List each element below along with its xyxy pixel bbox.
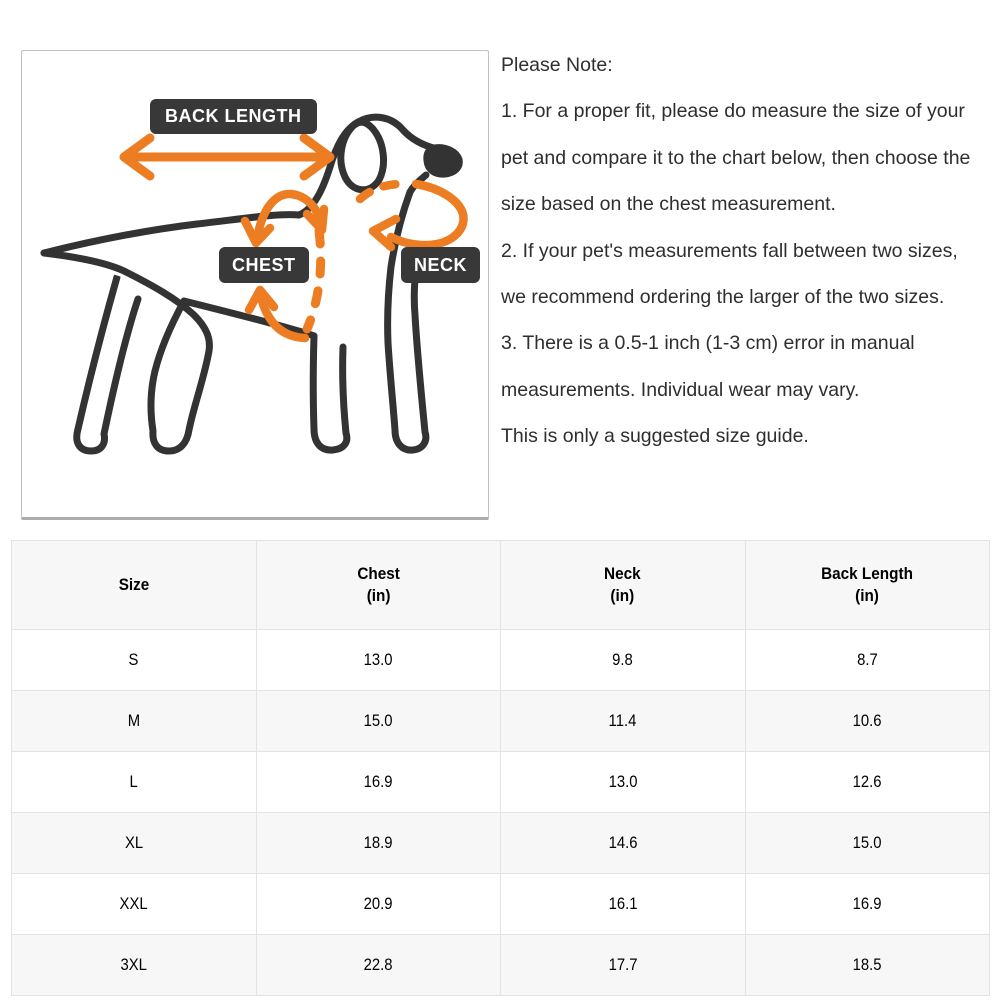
note-line: Please Note: bbox=[501, 54, 613, 76]
note-line: measurements. Individual wear may vary. bbox=[501, 378, 860, 401]
neck-cell: 17.7 bbox=[501, 935, 746, 996]
neck-cell: 16.1 bbox=[501, 874, 746, 935]
neck-cell: 13.0 bbox=[501, 752, 746, 813]
back-length-arrow bbox=[124, 138, 330, 176]
back-length-cell: 8.7 bbox=[745, 630, 990, 691]
size-cell: XXL bbox=[12, 874, 257, 935]
size-cell: 3XL bbox=[12, 935, 257, 996]
column-header-unit: (in) bbox=[855, 586, 880, 605]
neck-cell: 11.4 bbox=[501, 691, 746, 752]
dog-near-front-leg bbox=[313, 336, 347, 450]
neck-cell: 14.6 bbox=[501, 813, 746, 874]
chest-cell: 16.9 bbox=[256, 752, 501, 813]
note-line: size based on the chest measurement. bbox=[501, 193, 836, 216]
chest-cell: 18.9 bbox=[256, 813, 501, 874]
size-chart-table bbox=[11, 540, 990, 996]
table-row bbox=[12, 935, 990, 996]
note-line: 1. For a proper fit, please do measure the size of your bbox=[501, 100, 965, 123]
back-length-cell: 10.6 bbox=[745, 691, 990, 752]
note-line: This is only a suggested size guide. bbox=[501, 425, 809, 448]
chest-cell: 20.9 bbox=[256, 874, 501, 935]
column-header-unit: (in) bbox=[610, 586, 635, 605]
dog-measurement-diagram bbox=[21, 50, 489, 520]
back-length-label: BACK LENGTH bbox=[150, 99, 317, 134]
size-cell: M bbox=[12, 691, 257, 752]
column-header bbox=[12, 541, 257, 630]
back-length-cell: 18.5 bbox=[745, 935, 990, 996]
dog-far-rear-leg bbox=[77, 277, 138, 451]
column-header-label: Neck bbox=[604, 564, 642, 583]
note-line: 2. If your pet's measurements fall between two sizes, bbox=[501, 239, 958, 262]
back-length-cell: 16.9 bbox=[745, 874, 990, 935]
chest-cell: 22.8 bbox=[256, 935, 501, 996]
neck-cell: 9.8 bbox=[501, 630, 746, 691]
column-header-unit: (in) bbox=[366, 586, 391, 605]
size-cell: XL bbox=[12, 813, 257, 874]
dog-ear bbox=[341, 122, 384, 190]
table-row bbox=[12, 630, 990, 691]
dog-nose bbox=[425, 146, 462, 176]
column-header-label: Size bbox=[118, 575, 150, 594]
sizing-notes bbox=[501, 42, 999, 460]
chest-cell: 13.0 bbox=[256, 630, 501, 691]
size-cell: L bbox=[12, 752, 257, 813]
size-cell: S bbox=[12, 630, 257, 691]
table-row bbox=[12, 691, 990, 752]
neck-label: NECK bbox=[401, 247, 480, 283]
back-length-cell: 15.0 bbox=[745, 813, 990, 874]
back-length-cell: 12.6 bbox=[745, 752, 990, 813]
size-table-body bbox=[12, 630, 990, 996]
column-header-label: Chest bbox=[356, 564, 400, 583]
column-header bbox=[745, 541, 990, 630]
note-line: pet and compare it to the chart below, then choose the bbox=[501, 146, 971, 169]
size-table-header bbox=[12, 541, 990, 630]
chest-label: CHEST bbox=[219, 247, 309, 283]
column-header bbox=[501, 541, 746, 630]
note-line: 3. There is a 0.5-1 inch (1-3 cm) error in manual bbox=[501, 332, 915, 355]
column-header-label: Back Length bbox=[821, 564, 914, 583]
chest-cell: 15.0 bbox=[256, 691, 501, 752]
note-line: we recommend ordering the larger of the two sizes. bbox=[501, 286, 945, 309]
table-row bbox=[12, 752, 990, 813]
table-row bbox=[12, 874, 990, 935]
column-header bbox=[256, 541, 501, 630]
table-row bbox=[12, 813, 990, 874]
